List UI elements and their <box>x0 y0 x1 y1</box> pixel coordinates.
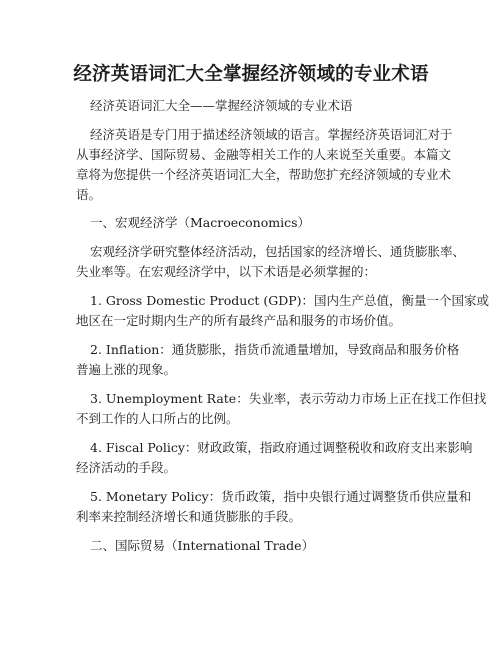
intro-line-4: 语。 <box>76 187 102 202</box>
intro-line-2: 从事经济学、国际贸易、金融等相关工作的人来说至关重要。本篇文 <box>76 147 452 162</box>
term-3-line-1: 3. Unemployment Rate：失业率，表示劳动力市场上正在找工作但找 <box>90 391 487 406</box>
term-3-line-2: 不到工作的人口所占的比例。 <box>76 411 239 426</box>
document-title: 经济英语词汇大全掌握经济领域的专业术语 <box>73 64 429 85</box>
term-4-line-2: 经济活动的手段。 <box>76 460 177 475</box>
term-1-line-1: 1. Gross Domestic Product (GDP)：国内生产总值，衡量一个国家或 <box>90 293 490 308</box>
section-1-desc-line-2: 失业率等。在宏观经济学中，以下术语是必须掌握的： <box>76 264 377 279</box>
document-subtitle: 经济英语词汇大全——掌握经济领域的专业术语 <box>90 98 353 113</box>
intro-line-3: 章将为您提供一个经济英语词汇大全，帮助您扩充经济领域的专业术 <box>76 167 452 182</box>
term-5-line-2: 利率来控制经济增长和通货膨胀的手段。 <box>76 509 302 524</box>
section-2-heading: 二、国际贸易（International Trade） <box>90 538 315 553</box>
intro-line-1: 经济英语是专门用于描述经济领域的语言。掌握经济英语词汇对于 <box>90 127 453 142</box>
term-2-line-1: 2. Inflation：通货膨胀，指货币流通量增加，导致商品和服务价格 <box>90 342 460 357</box>
term-2-line-2: 普遍上涨的现象。 <box>76 362 177 377</box>
term-5-line-1: 5. Monetary Policy：货币政策，指中央银行通过调整货币供应量和 <box>90 489 472 504</box>
term-1-line-2: 地区在一定时期内生产的所有最终产品和服务的市场价值。 <box>76 313 402 328</box>
section-1-desc-line-1: 宏观经济学研究整体经济活动，包括国家的经济增长、通货膨胀率、 <box>90 244 466 259</box>
term-4-line-1: 4. Fiscal Policy：财政政策，指政府通过调整税收和政府支出来影响 <box>90 440 473 455</box>
section-1-heading: 一、宏观经济学（Macroeconomics） <box>90 215 311 230</box>
